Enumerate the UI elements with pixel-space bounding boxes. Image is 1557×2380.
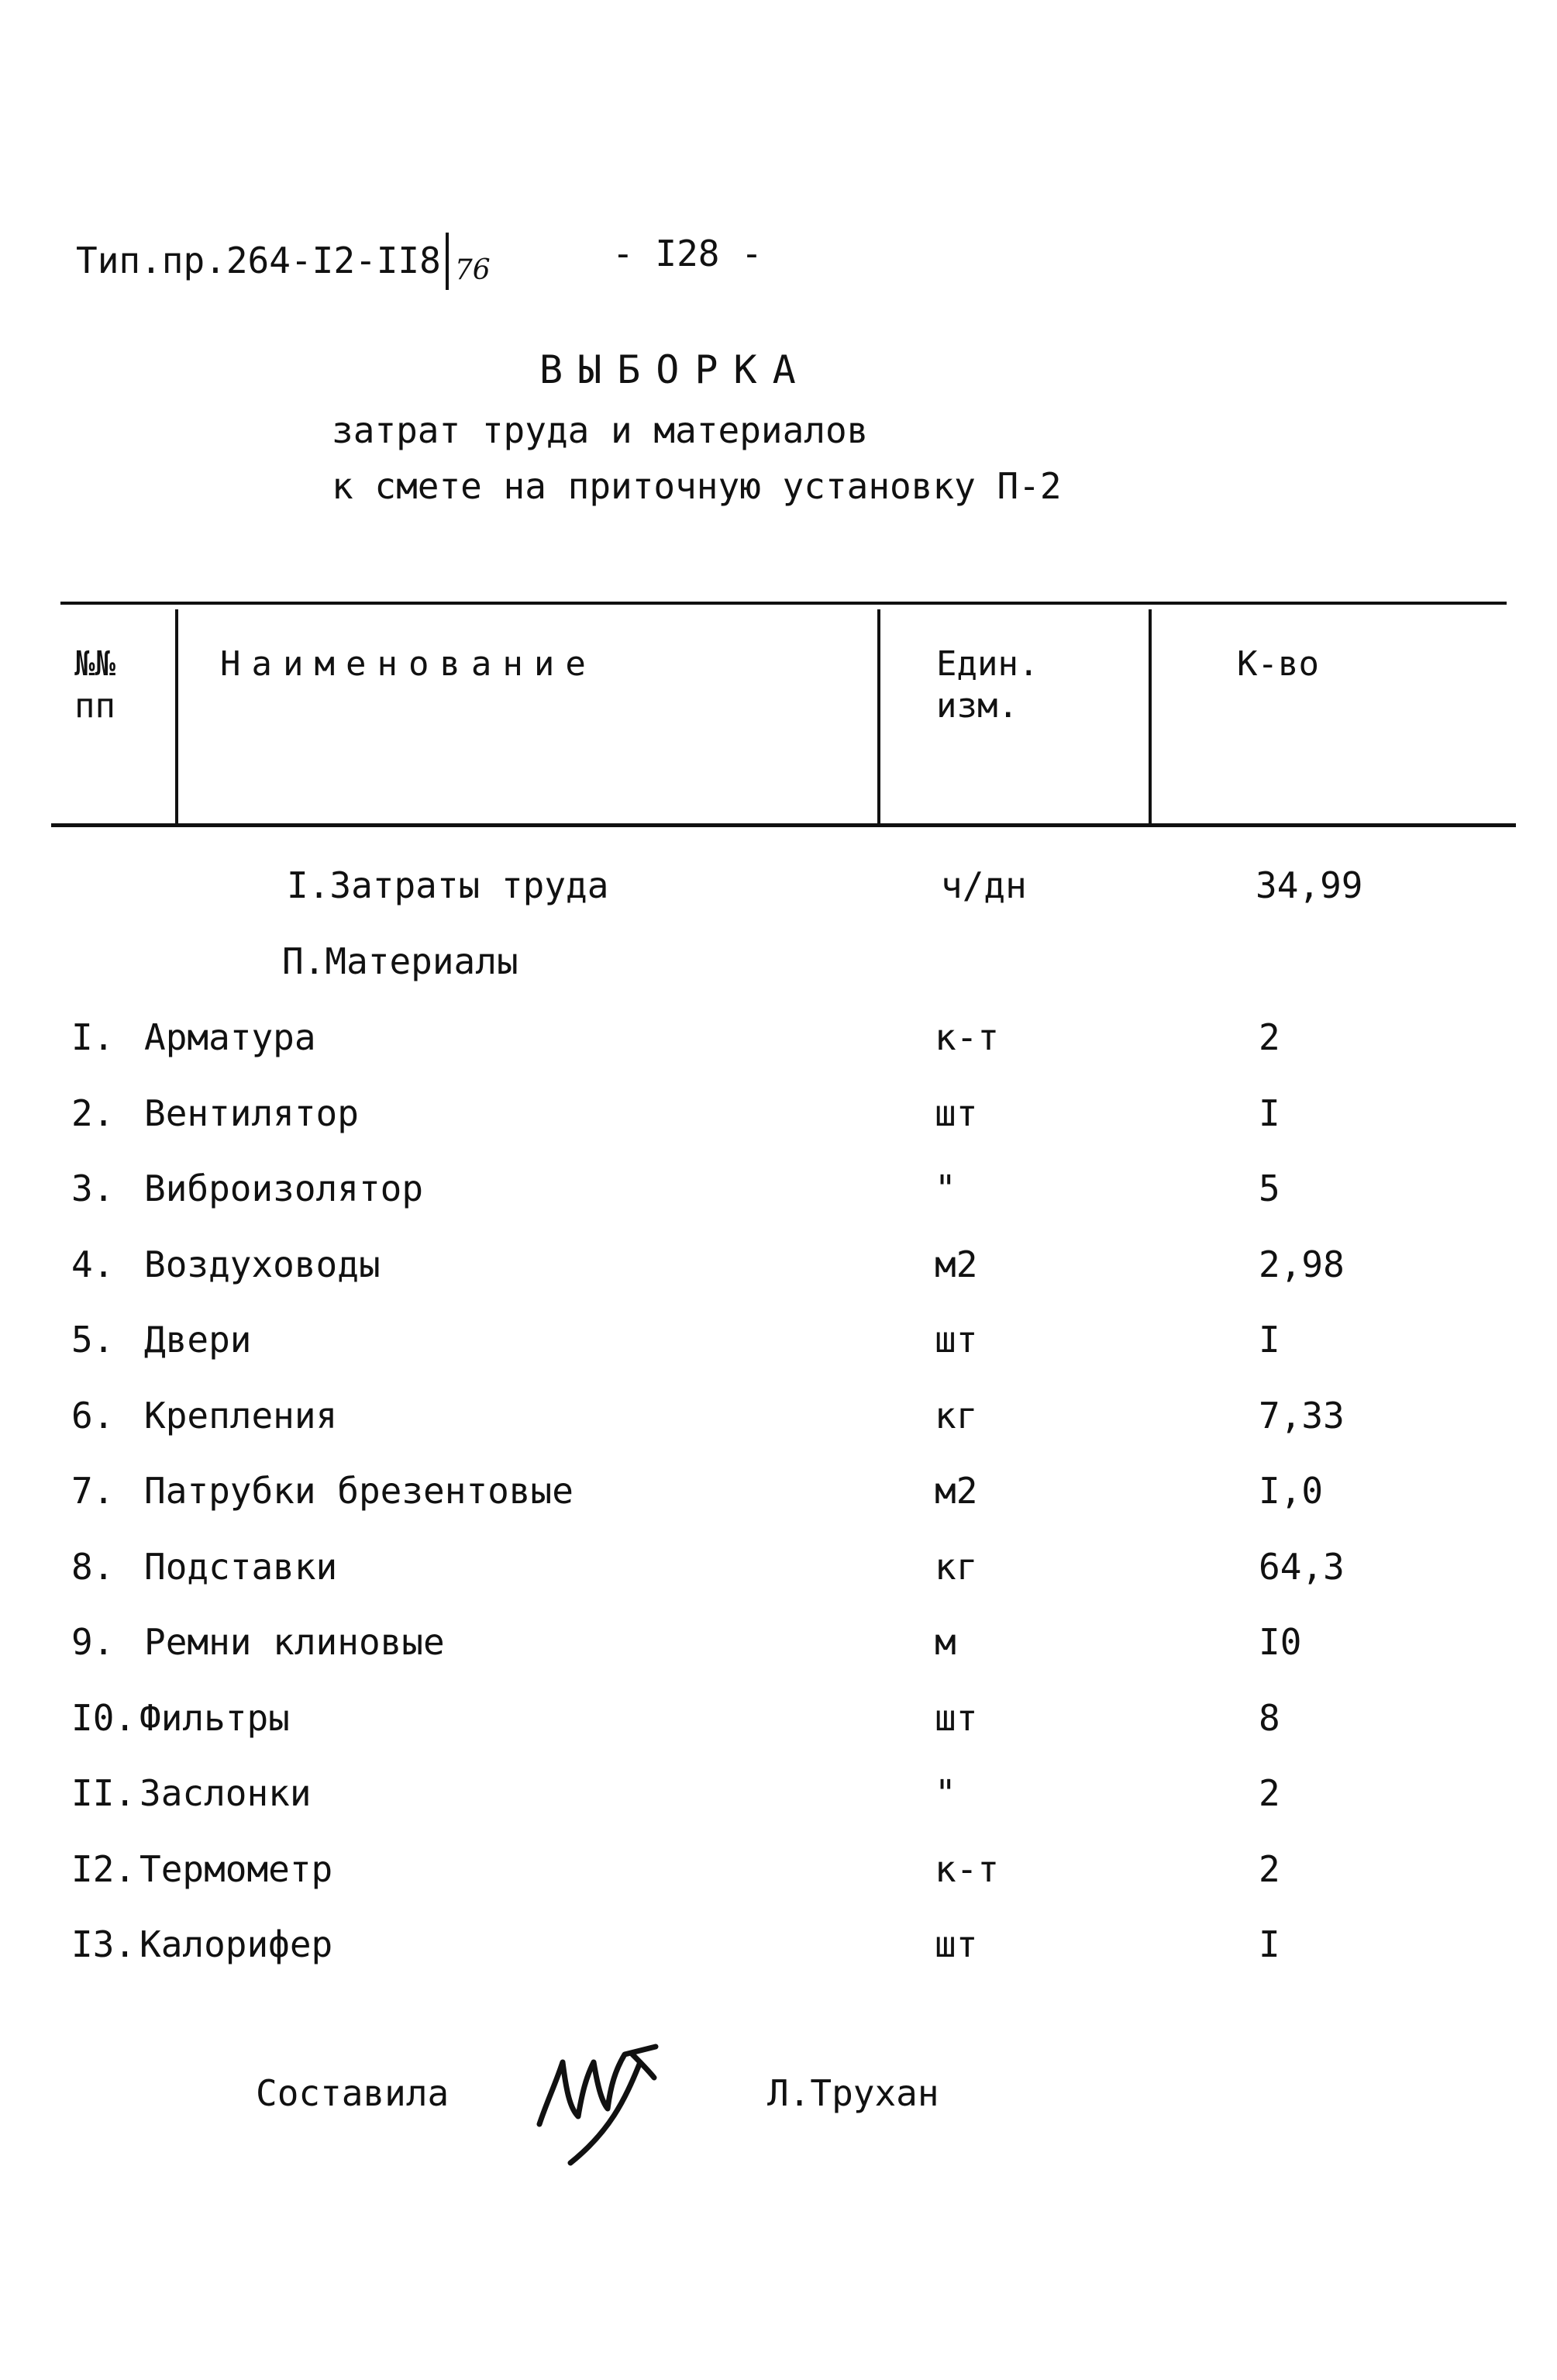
row-quantity: 64,3: [1259, 1546, 1345, 1588]
row-quantity: 2: [1259, 1016, 1280, 1058]
column-header-name: Наименование: [220, 644, 597, 684]
row-quantity: 8: [1259, 1697, 1280, 1739]
column-header-quantity: К-во: [1237, 644, 1319, 684]
row-quantity: 5: [1259, 1168, 1280, 1209]
row-unit: м2: [935, 1470, 978, 1512]
column-header-number-line-1: №№: [74, 644, 115, 684]
table-row: [0, 1392, 1557, 1439]
row-item-name: Виброизолятор: [144, 1168, 424, 1209]
row-number: 7.: [71, 1470, 115, 1512]
materials-section-heading: П.Материалы: [282, 940, 518, 982]
row-unit: шт: [935, 1092, 978, 1134]
row-number: 9.: [71, 1621, 115, 1663]
row-quantity: 7,33: [1259, 1395, 1345, 1437]
row-unit: ": [935, 1168, 956, 1209]
row-quantity: I: [1259, 1319, 1280, 1361]
table-row: [0, 1014, 1557, 1061]
row-item-name: Заслонки: [140, 1772, 312, 1814]
row-quantity: I: [1259, 1092, 1280, 1134]
column-header-number: [74, 643, 144, 727]
table-header-bottom-rule: [51, 823, 1516, 827]
column-header-number-line-2: пп: [74, 686, 115, 726]
row-item-name: Крепления: [144, 1395, 338, 1437]
row-number: 6.: [71, 1395, 115, 1437]
row-item-name: Термометр: [140, 1848, 333, 1890]
row-number: 8.: [71, 1546, 115, 1588]
row-number: I0.: [71, 1697, 136, 1739]
table-row: [0, 1695, 1557, 1741]
row-item-name: Арматура: [144, 1016, 316, 1058]
column-header-unit: [936, 643, 1039, 727]
row-quantity: I: [1259, 1923, 1280, 1965]
row-number: 5.: [71, 1319, 115, 1361]
row-item-name: Ремни клиновые: [144, 1621, 445, 1663]
row-number: 3.: [71, 1168, 115, 1209]
row-number: I3.: [71, 1923, 136, 1965]
compiler-name: Л.Трухан: [767, 2072, 939, 2114]
table-row: [0, 1846, 1557, 1892]
column-divider-3: [1149, 609, 1152, 826]
column-divider-2: [877, 609, 880, 826]
document-title: ВЫБОРКА: [539, 347, 811, 392]
row-unit: м: [935, 1621, 956, 1663]
row-item-name: Фильтры: [140, 1697, 290, 1739]
row-item-name: Вентилятор: [144, 1092, 359, 1134]
row-unit: шт: [935, 1697, 978, 1739]
row-unit: ": [935, 1772, 956, 1814]
row-number: 4.: [71, 1243, 115, 1285]
row-quantity: 2: [1259, 1848, 1280, 1890]
project-year: 76: [454, 254, 491, 286]
page-number: - I28 -: [612, 233, 763, 274]
row-quantity: I0: [1259, 1621, 1302, 1663]
row-unit: шт: [935, 1923, 978, 1965]
table-top-rule: [60, 602, 1507, 605]
table-row: [0, 1241, 1557, 1288]
reference-divider: [446, 233, 449, 290]
table-row: [0, 1468, 1557, 1514]
row-number: II.: [71, 1772, 136, 1814]
row-number: I.: [71, 1016, 115, 1058]
row-item-name: Патрубки брезентовые: [144, 1470, 574, 1512]
row-item-name: Подставки: [144, 1546, 338, 1588]
row-unit: кг: [935, 1395, 978, 1437]
labor-quantity: 34,99: [1256, 864, 1363, 906]
table-row: [0, 1619, 1557, 1665]
table-row: [0, 1770, 1557, 1816]
labor-section-label: I.Затраты труда: [287, 864, 609, 906]
table-row: [0, 1090, 1557, 1137]
row-unit: шт: [935, 1319, 978, 1361]
table-row: [0, 1165, 1557, 1212]
document-subtitle-line-2: к смете на приточную установку П-2: [332, 465, 1062, 507]
table-row: [0, 1316, 1557, 1363]
document-subtitle-line-1: затрат труда и материалов: [332, 409, 869, 451]
row-unit: к-т: [935, 1848, 1000, 1890]
column-header-unit-line-1: Един.: [936, 644, 1039, 684]
document-reference: [76, 233, 491, 290]
compiled-by-label: Составила: [256, 2072, 450, 2114]
column-header-unit-line-2: изм.: [936, 686, 1018, 726]
row-quantity: I,0: [1259, 1470, 1324, 1512]
column-divider-1: [175, 609, 178, 826]
project-series-code: Тип.пр.264-I2-II8: [76, 240, 441, 281]
row-quantity: 2,98: [1259, 1243, 1345, 1285]
labor-unit: ч/дн: [941, 864, 1027, 906]
table-row: [0, 1544, 1557, 1590]
row-item-name: Двери: [144, 1319, 252, 1361]
row-number: I2.: [71, 1848, 136, 1890]
row-item-name: Воздуховоды: [144, 1243, 381, 1285]
row-quantity: 2: [1259, 1772, 1280, 1814]
row-unit: м2: [935, 1243, 978, 1285]
row-item-name: Калорифер: [140, 1923, 333, 1965]
row-unit: кг: [935, 1546, 978, 1588]
handwritten-signature: [524, 2031, 671, 2171]
table-row: [0, 1921, 1557, 1968]
row-number: 2.: [71, 1092, 115, 1134]
row-unit: к-т: [935, 1016, 1000, 1058]
